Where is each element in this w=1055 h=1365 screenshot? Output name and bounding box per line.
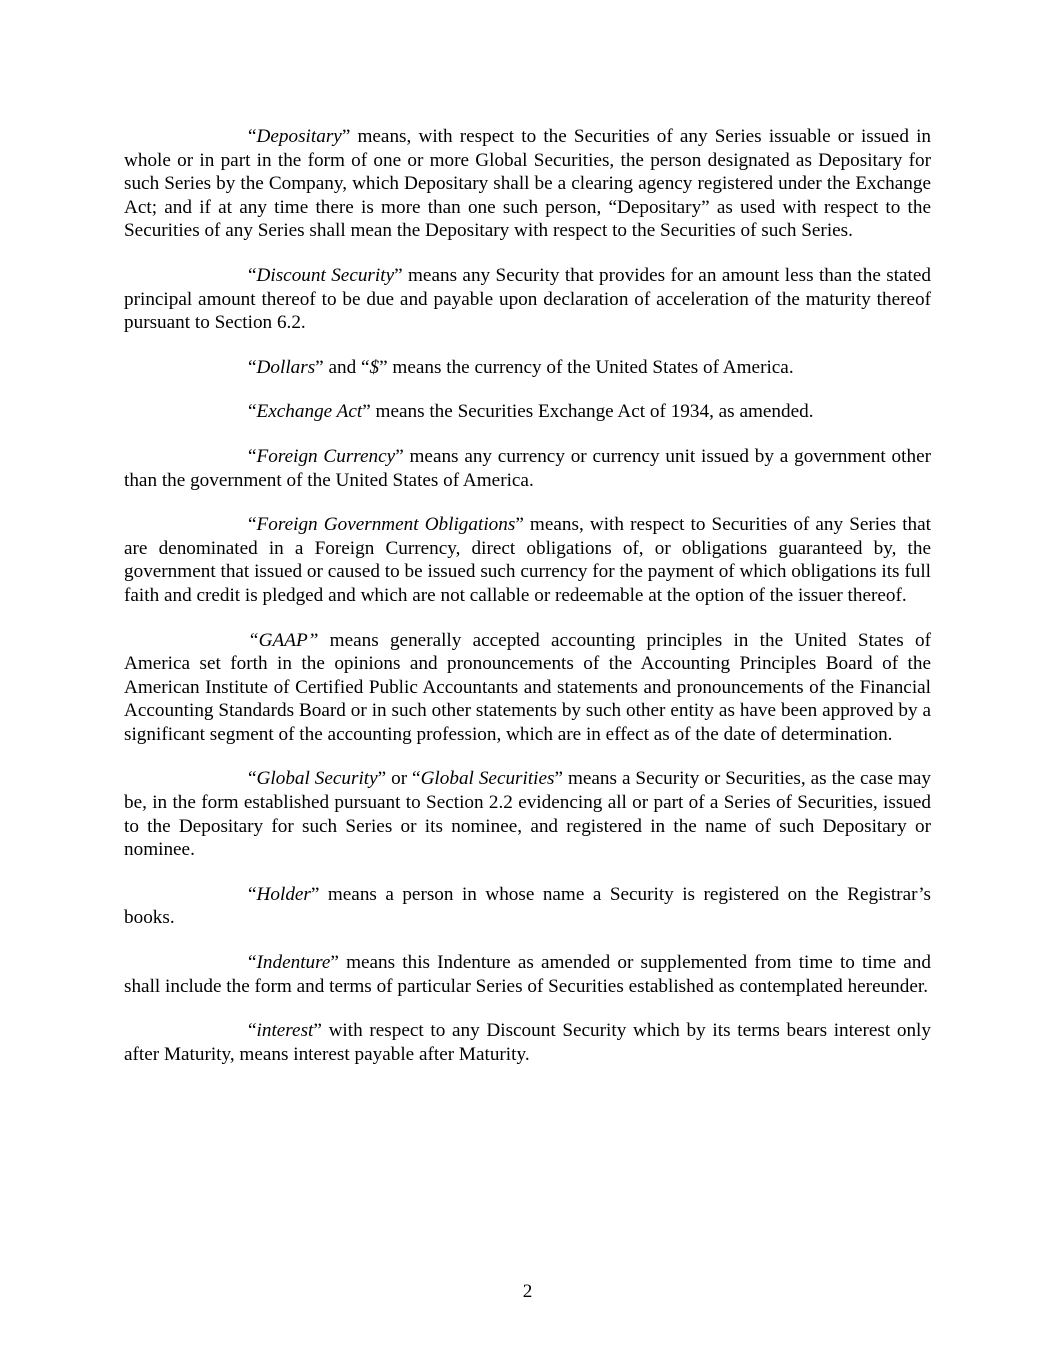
open-quote: “ <box>248 514 257 536</box>
definition-discount-security <box>124 264 931 335</box>
defined-term: “GAAP” <box>248 629 319 651</box>
defined-term: Depositary <box>256 126 342 147</box>
open-quote: “ <box>248 445 257 467</box>
definition-holder <box>124 883 931 930</box>
open-quote: “ <box>248 401 257 423</box>
open-quote: “ <box>248 126 257 147</box>
definition-text: means generally accepted accounting principles in the United States of America set forth in the opinions and pronouncements of the Accounting Principles Board of the American Institute of Certified Public Accountants and statements and pronouncements of the Financial Accounting Standards Board or in such other statements by such other entity as have been approved by a significant segment of the accounting profession, which are in effect as of the date of determination. <box>124 629 931 745</box>
definition-text: ” means any Security that provides for an amount less than the stated principal amount thereof to be due and payable upon declaration of acceleration of the maturity thereof pursuant to Section 6.2. <box>124 264 931 334</box>
definition-dollars <box>124 356 931 380</box>
definition-global-security <box>124 767 931 861</box>
defined-term-alt: Global Securities <box>420 768 555 790</box>
defined-term: Dollars <box>256 356 316 378</box>
definition-text: ” means this Indenture as amended or supplemented from time to time and shall include the form and terms of particular Series of Securities established as contemplated hereunder. <box>124 952 931 997</box>
defined-term: interest <box>256 1020 314 1042</box>
definition-text: ” means any currency or currency unit issued by a government other than the government of the United States of America. <box>124 445 931 491</box>
defined-term: Exchange Act <box>256 401 363 423</box>
definition-exchange-act <box>124 400 931 424</box>
definition-text: ” with respect to any Discount Security which by its terms bears interest only after Maturity, means interest payable after Maturity. <box>124 1020 931 1065</box>
definition-text: ” means the currency of the United States of America. <box>379 356 794 378</box>
open-quote: “ <box>248 952 257 974</box>
document-page <box>124 125 931 1087</box>
definition-foreign-currency <box>124 445 931 492</box>
defined-term: Foreign Currency <box>256 445 396 467</box>
connector-text: ” or “ <box>377 768 421 790</box>
open-quote: “ <box>248 264 257 286</box>
definition-text: ” means a person in whose name a Security is registered on the Registrar’s books. <box>124 883 931 929</box>
definition-text: ” means the Securities Exchange Act of 1934, as amended. <box>362 401 814 423</box>
defined-term: Foreign Government Obligations <box>256 514 516 536</box>
definition-gaap <box>124 629 931 747</box>
defined-term-alt: $ <box>369 356 380 378</box>
defined-term: Discount Security <box>256 264 395 286</box>
open-quote: “ <box>248 1020 257 1042</box>
page-number: 2 <box>522 1281 533 1302</box>
defined-term: Indenture <box>256 952 331 974</box>
connector-text: ” and “ <box>315 356 370 378</box>
defined-term: Global Security <box>256 768 378 790</box>
open-quote: “ <box>248 883 257 905</box>
definition-depositary <box>124 125 931 243</box>
definition-indenture <box>124 951 931 998</box>
definition-text: ” means a Security or Securities, as the case may be, in the form established pursuant to Section 2.2 evidencing all or part of a Series of Securities, issued to the Depositary for such Series or its nominee, and registered in the name of such Depositary or nominee. <box>124 768 931 861</box>
definition-interest <box>124 1019 931 1066</box>
open-quote: “ <box>248 768 257 790</box>
defined-term: Holder <box>256 883 311 905</box>
definition-foreign-government-obligations <box>124 513 931 607</box>
definition-text: ” means, with respect to Securities of any Series that are denominated in a Foreign Currency, direct obligations of, or obligations guaranteed by, the government that issued or caused to be issued such currency for the payment of which obligations its full faith and credit is pledged and which are not callable or redeemable at the option of the issuer thereof. <box>124 514 931 606</box>
open-quote: “ <box>248 356 257 378</box>
definition-text: ” means, with respect to the Securities of any Series issuable or issued in whole or in part in the form of one or more Global Securities, the person designated as Depositary for such Series by the Company, which Depositary shall be a clearing agency registered under the Exchange Act; and if at any time there is more than one such person, “Depositary” as used with respect to the Securities of any Series shall mean the Depositary with respect to the Securities of such Series. <box>124 126 931 242</box>
